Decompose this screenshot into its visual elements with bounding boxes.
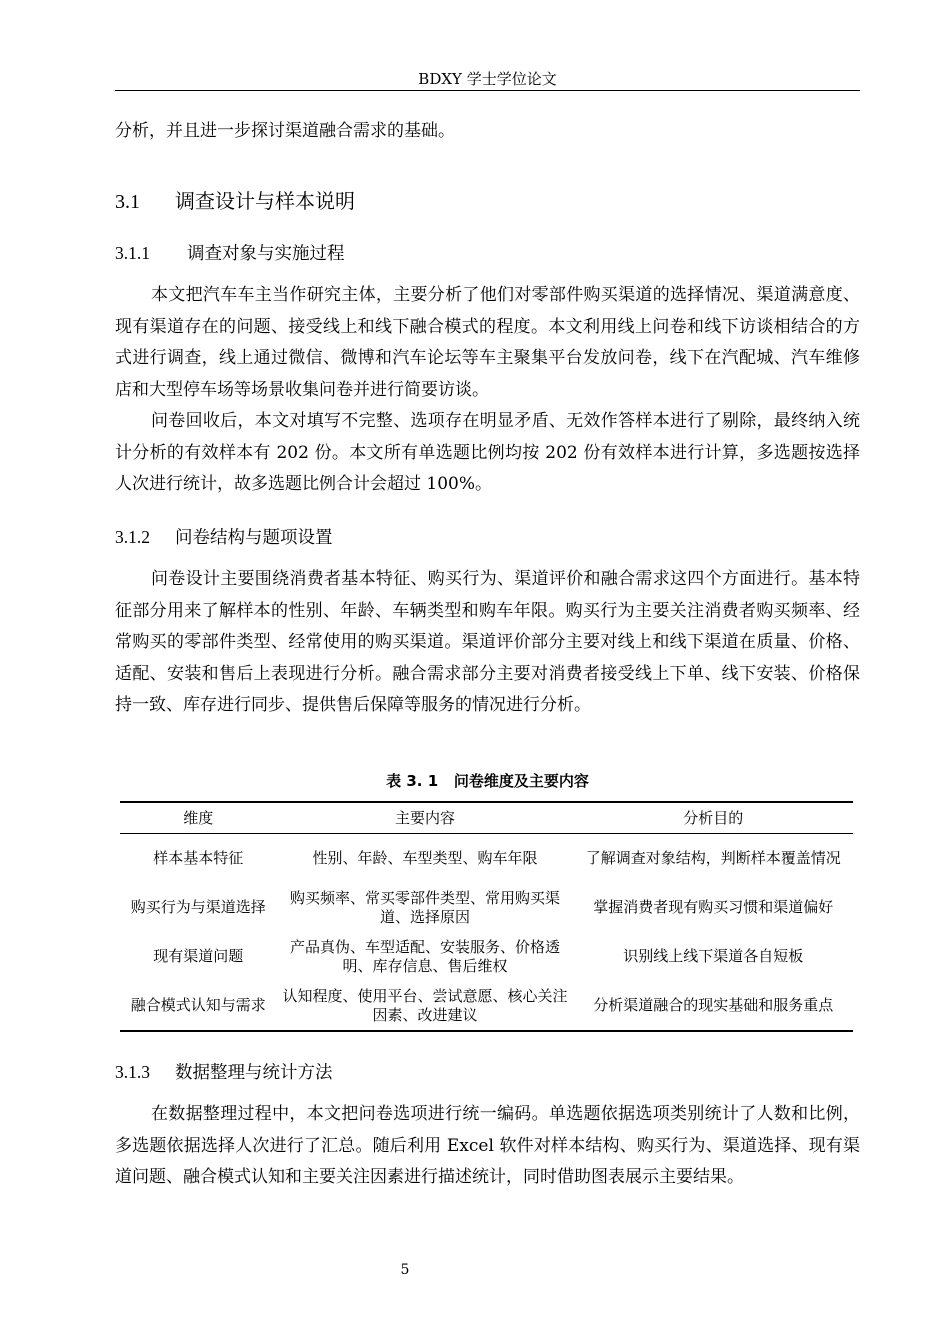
subsection-title: 调查对象与实施过程 [187, 244, 345, 264]
table-row [120, 932, 853, 981]
table-cell: 分析渠道融合的现实基础和服务重点 [593, 996, 834, 1014]
table-cell: 购买频率、常买零部件类型、常用购买渠道、选择原因 [290, 888, 561, 926]
table-row [120, 981, 853, 1031]
table-cell: 融合模式认知与需求 [130, 996, 266, 1014]
table-label: 表 3. 1 [386, 772, 439, 790]
survey-dimension-table [120, 801, 853, 1032]
table-cell: 样本基本特征 [153, 849, 244, 867]
header-rule [115, 90, 860, 91]
table-row [120, 834, 853, 884]
subsection-heading-3 [115, 1060, 333, 1085]
table-cell: 了解调查对象结构，判断样本覆盖情况 [585, 849, 841, 867]
paragraph: 问卷设计主要围绕消费者基本特征、购买行为、渠道评价和融合需求这四个方面进行。基本特征部分用来了解样本的性别、年龄、车辆类型和购车年限。购买行为主要关注消费者购买频率、经常购买的零部件类型、经常使用的购买渠道。渠道评价部分主要对线上和线下渠道在质量、价格、适配、安装和售后上表现进行分析。融合需求部分主要对消费者接受线上下单、线下安装、价格保持一致、库存进行同步、提供售后保障等服务的情况进行分析。 [115, 569, 860, 715]
table-cell: 识别线上线下渠道各自短板 [623, 947, 804, 965]
subsection-title: 问卷结构与题项设置 [175, 528, 333, 548]
table-cell: 性别、年龄、车型类型、购车年限 [312, 849, 538, 867]
table-header-cell: 分析目的 [683, 808, 744, 827]
table-cell: 购买行为与渠道选择 [130, 898, 266, 916]
table-row [120, 883, 853, 932]
subsection-number: 3.1.2 [115, 527, 150, 547]
section-title: 调查设计与样本说明 [175, 189, 355, 213]
subsection-number: 3.1.3 [115, 1062, 150, 1082]
table-cell: 现有渠道问题 [153, 947, 244, 965]
page-number: 5 [400, 1262, 410, 1278]
page-header: BDXY 学士学位论文 [418, 70, 557, 88]
table-header-cell: 维度 [183, 808, 214, 827]
subsection-title: 数据整理与统计方法 [175, 1063, 333, 1083]
section-number: 3.1 [115, 191, 140, 213]
paragraph: 本文把汽车车主当作研究主体，主要分析了他们对零部件购买渠道的选择情况、渠道满意度、现有渠道存在的问题、接受线上和线下融合模式的程度。本文利用线上问卷和线下访谈相结合的方式进行调查，线上通过微信、微博和汽车论坛等车主聚集平台发放问卷，线下在汽配城、汽车维修店和大型停车场等场景收集问卷并进行简要访谈。 [115, 285, 860, 400]
subsection-heading-2 [115, 525, 333, 550]
table-caption [115, 771, 860, 791]
table-header-cell: 主要内容 [395, 808, 456, 827]
table-title: 问卷维度及主要内容 [453, 772, 589, 790]
intro-paragraph: 分析，并且进一步探讨渠道融合需求的基础。 [115, 121, 455, 141]
table-cell: 认知程度、使用平台、尝试意愿、核心关注因素、改进建议 [282, 986, 568, 1024]
table-header-row [120, 802, 853, 834]
paragraph: 在数据整理过程中，本文把问卷选项进行统一编码。单选题依据选项类别统计了人数和比例，多选题依据选择人次进行了汇总。随后利用 Excel 软件对样本结构、购买行为、渠道选择、现有渠道问题、融合模式认知和主要关注因素进行描述统计，同时借助图表展示主要结果。 [115, 1104, 860, 1187]
subsection-number: 3.1.1 [115, 243, 150, 263]
subsection-heading-1 [115, 241, 345, 266]
section-heading [115, 188, 355, 215]
paragraph: 问卷回收后，本文对填写不完整、选项存在明显矛盾、无效作答样本进行了剔除，最终纳入统计分析的有效样本有 202 份。本文所有单选题比例均按 202 份有效样本进行计算，多选题按选择人次进行统计，故多选题比例合计会超过 100%。 [115, 411, 860, 494]
table-cell: 掌握消费者现有购买习惯和渠道偏好 [593, 898, 834, 916]
table-cell: 产品真伪、车型适配、安装服务、价格透明、库存信息、售后维权 [290, 937, 561, 975]
